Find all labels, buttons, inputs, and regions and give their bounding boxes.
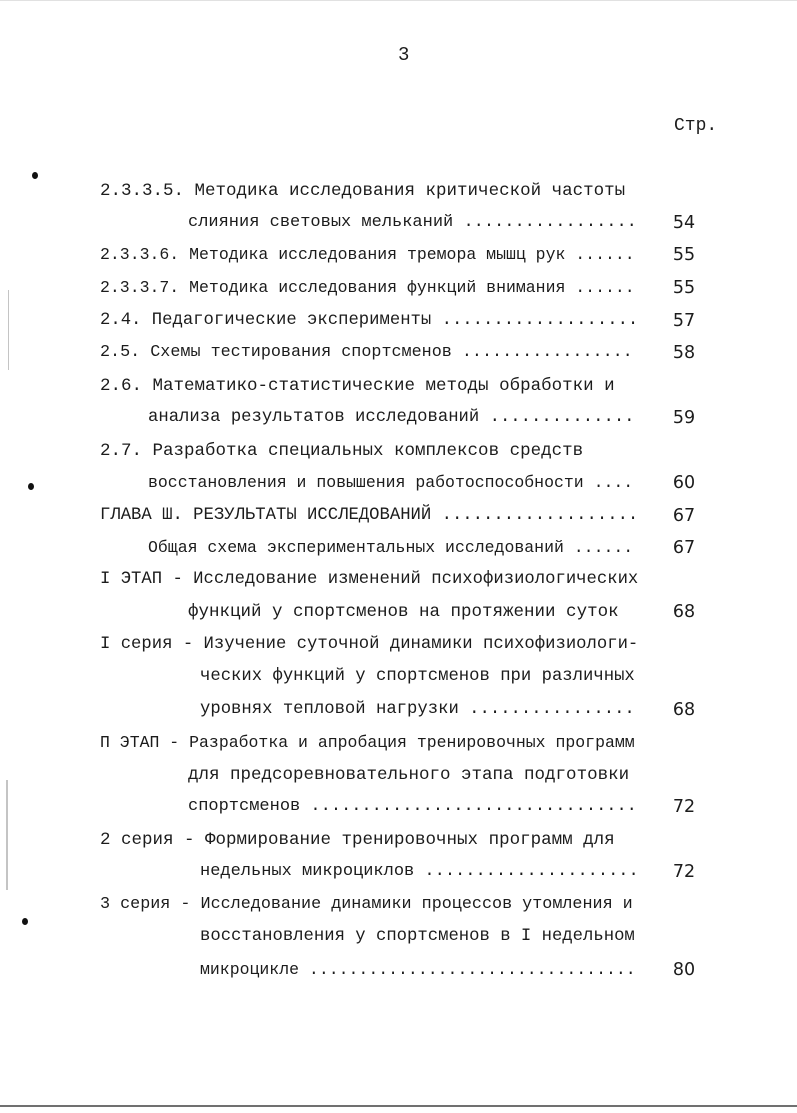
toc-entry-page: 57	[672, 311, 696, 331]
toc-entry-text: функций у спортсменов на протяжении суток	[188, 602, 619, 622]
toc-entry-page: 54	[672, 213, 696, 233]
toc-entry-text: ческих функций у спортсменов при различных	[200, 667, 635, 686]
toc-entry-text: I ЭТАП - Исследование изменений психофизиологических	[100, 570, 639, 589]
toc-entry-page: 72	[672, 797, 696, 817]
toc-entry-page: 68	[672, 602, 696, 622]
toc-entry-text: недельных микроциклов .....................	[200, 862, 639, 881]
page-column-header: Стр.	[674, 116, 718, 136]
toc-entry-page: 67	[672, 506, 696, 526]
toc-entry-text: I серия - Изучение суточной динамики психофизиологи-	[100, 635, 639, 654]
toc-entry-text: 2.4. Педагогические эксперименты ...................	[100, 311, 639, 330]
scan-edge-bottom	[0, 1105, 797, 1107]
toc-entry-text: 2 серия - Формирование тренировочных программ для	[100, 830, 615, 850]
toc-entry-text: 2.3.3.7. Методика исследования функций внимания ......	[100, 278, 635, 297]
toc-entry-page: 67	[672, 538, 696, 558]
toc-entry-page: 60	[672, 473, 696, 493]
toc-entry-page: 55	[672, 278, 696, 298]
toc-entry-text: 2.7. Разработка специальных комплексов средств	[100, 441, 584, 461]
toc-entry-text: восстановления и повышения работоспособности ....	[148, 473, 634, 492]
toc-entry-text: ГЛАВА Ш. РЕЗУЛЬТАТЫ ИССЛЕДОВАНИЙ ...................	[100, 506, 639, 525]
toc-entry-text: микроцикле .................................	[200, 960, 636, 979]
toc-entry-text: 2.5. Схемы тестирования спортсменов .................	[100, 343, 633, 362]
toc-entry-page: 58	[672, 343, 696, 363]
scan-mark	[8, 290, 9, 370]
toc-entry-page: 55	[672, 245, 696, 265]
scan-mark	[6, 780, 8, 890]
toc-entry-text: анализа результатов исследований ..............	[148, 408, 635, 427]
toc-entry-text: Общая схема экспериментальных исследований ......	[148, 538, 634, 557]
toc-entry-page: 68	[672, 700, 696, 720]
toc-entry-text: П ЭТАП - Разработка и апробация тренировочных программ	[100, 733, 635, 752]
toc-entry-text: 2.6. Математико-статистические методы обработки и	[100, 376, 615, 396]
toc-entry-text: 2.3.3.6. Методика исследования тремора мышц рук ......	[100, 245, 635, 264]
toc-entry-text: 3 серия - Исследование динамики процессов утомления и	[100, 895, 633, 914]
toc-entry-text: 2.3.3.5. Методика исследования критической частоты	[100, 181, 626, 201]
toc-entry-page: 80	[672, 960, 696, 980]
toc-entry-text: для предсоревновательного этапа подготовки	[188, 765, 630, 785]
toc-entry-text: спортсменов ................................	[188, 797, 637, 816]
punch-hole-mark	[28, 483, 34, 490]
toc-entry-text: слияния световых мельканий .................	[188, 213, 637, 232]
page-number: 3	[398, 44, 410, 66]
toc-entry-text: уровнях тепловой нагрузки ................	[200, 700, 635, 719]
scan-edge-top	[0, 0, 797, 1]
toc-entry-page: 59	[672, 408, 696, 428]
punch-hole-mark	[32, 172, 38, 179]
punch-hole-mark	[22, 918, 28, 925]
toc-entry-text: восстановления у спортсменов в I недельном	[200, 927, 635, 946]
toc-entry-page: 72	[672, 862, 696, 882]
